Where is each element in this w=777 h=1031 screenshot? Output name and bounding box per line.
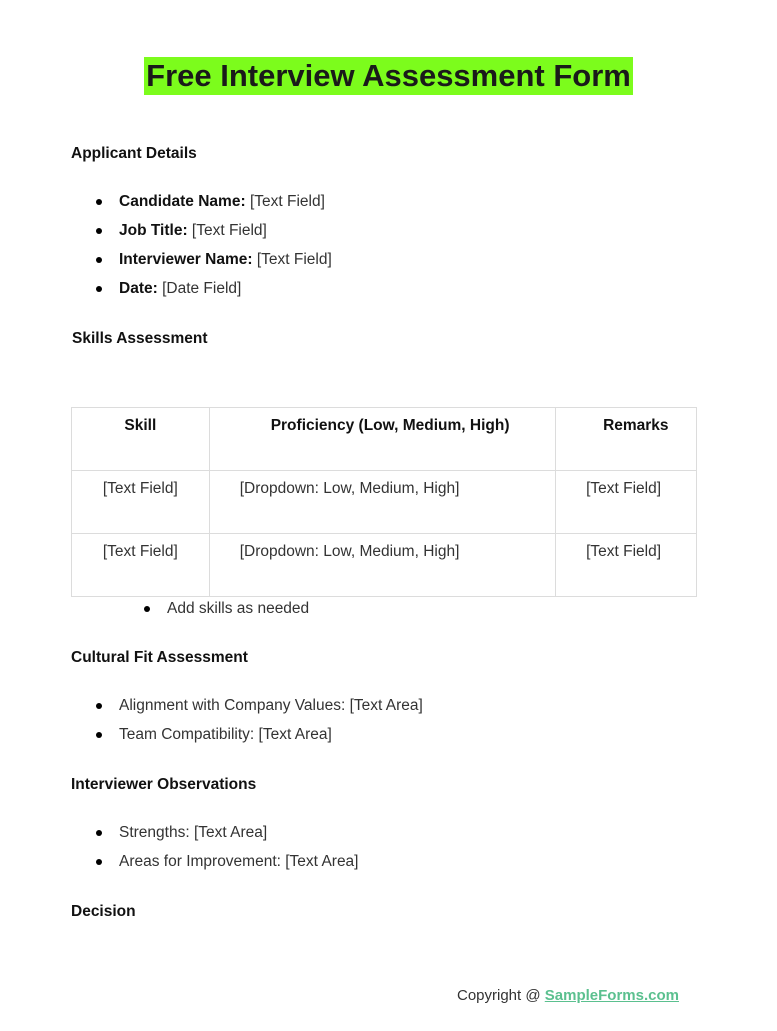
section-heading-cultural-fit: Cultural Fit Assessment bbox=[71, 649, 248, 666]
list-item-add-skills bbox=[144, 594, 309, 623]
item-text: Team Compatibility: [Text Area] bbox=[119, 726, 332, 743]
title-wrap bbox=[0, 57, 777, 95]
list-item-date bbox=[96, 274, 332, 303]
skills-note-list bbox=[144, 594, 309, 623]
proficiency-cell: [Dropdown: Low, Medium, High] bbox=[209, 534, 555, 597]
observations-list bbox=[96, 818, 359, 876]
field-label: Interviewer Name: bbox=[119, 251, 253, 268]
page-title: Free Interview Assessment Form bbox=[146, 58, 631, 93]
list-item-company-values bbox=[96, 691, 423, 720]
table-row bbox=[72, 534, 697, 597]
field-label: Job Title: bbox=[119, 222, 188, 239]
cultural-fit-list bbox=[96, 691, 423, 749]
section-heading-observations: Interviewer Observations bbox=[71, 776, 257, 793]
list-item-candidate-name bbox=[96, 187, 332, 216]
footer-copyright bbox=[457, 987, 679, 1004]
skills-table bbox=[71, 407, 697, 597]
note-text: Add skills as needed bbox=[167, 600, 310, 617]
table-row bbox=[72, 471, 697, 534]
field-label: Candidate Name: bbox=[119, 193, 246, 210]
column-header-skill: Skill bbox=[72, 408, 210, 471]
list-item-strengths bbox=[96, 818, 359, 847]
list-item-areas-for-improvement bbox=[96, 847, 359, 876]
copyright-text: Copyright @ bbox=[457, 987, 545, 1004]
section-heading-applicant-details: Applicant Details bbox=[71, 145, 197, 162]
skill-cell: [Text Field] bbox=[72, 471, 210, 534]
field-value: [Date Field] bbox=[162, 280, 242, 297]
skill-cell: [Text Field] bbox=[72, 534, 210, 597]
item-text: Strengths: [Text Area] bbox=[119, 824, 268, 841]
list-item-job-title bbox=[96, 216, 332, 245]
table-header-row bbox=[72, 408, 697, 471]
list-item-team-compatibility bbox=[96, 720, 423, 749]
field-label: Date: bbox=[119, 280, 158, 297]
section-heading-decision: Decision bbox=[71, 903, 136, 920]
section-heading-skills-assessment: Skills Assessment bbox=[72, 330, 208, 347]
proficiency-cell: [Dropdown: Low, Medium, High] bbox=[209, 471, 555, 534]
field-value: [Text Field] bbox=[256, 251, 332, 268]
field-value: [Text Field] bbox=[249, 193, 325, 210]
column-header-remarks: Remarks bbox=[556, 408, 697, 471]
list-item-interviewer-name bbox=[96, 245, 332, 274]
applicant-details-list bbox=[96, 187, 332, 303]
remarks-cell: [Text Field] bbox=[556, 471, 697, 534]
sampleforms-link[interactable]: SampleForms.com bbox=[544, 987, 679, 1004]
item-text: Alignment with Company Values: [Text Area] bbox=[119, 697, 423, 714]
item-text: Areas for Improvement: [Text Area] bbox=[119, 853, 359, 870]
column-header-proficiency: Proficiency (Low, Medium, High) bbox=[209, 408, 555, 471]
field-value: [Text Field] bbox=[191, 222, 267, 239]
remarks-cell: [Text Field] bbox=[556, 534, 697, 597]
